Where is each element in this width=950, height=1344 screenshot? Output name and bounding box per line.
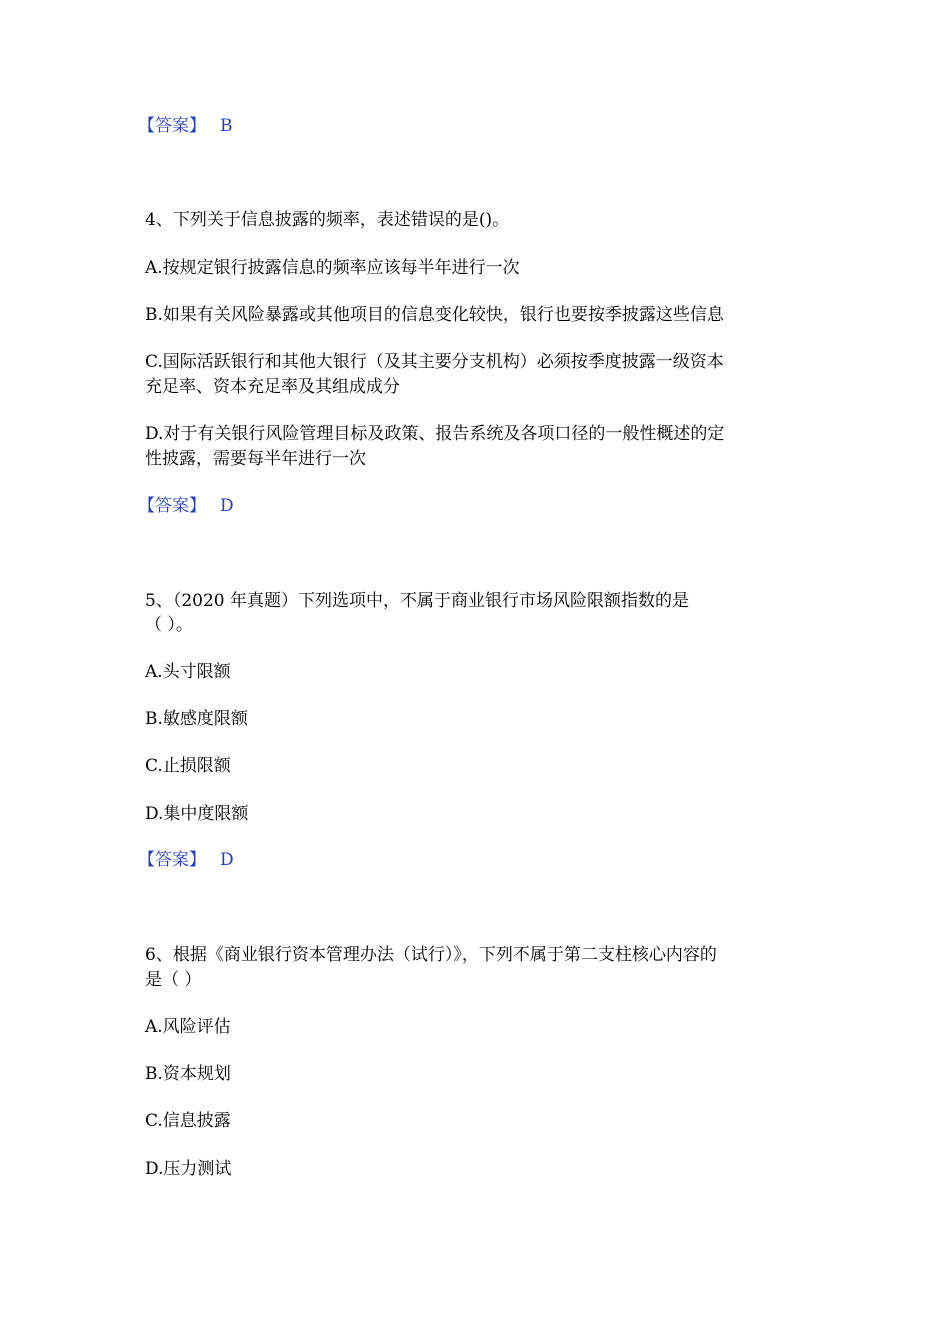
question-4-option-b: B.如果有关风险暴露或其他项目的信息变化较快，银行也要按季披露这些信息 xyxy=(145,305,724,325)
question-6-option-b: B.资本规划 xyxy=(145,1064,231,1084)
answer-value: D xyxy=(220,850,234,870)
question-6-option-c: C.信息披露 xyxy=(145,1111,231,1131)
answer-value: D xyxy=(220,496,234,516)
question-6-stem-line1: 6、根据《商业银行资本管理办法（试行）》，下列不属于第二支柱核心内容的 xyxy=(145,945,717,965)
question-4-stem: 4、下列关于信息披露的频率，表述错误的是()。 xyxy=(145,210,510,230)
question-4-option-d-line2: 性披露，需要每半年进行一次 xyxy=(145,449,366,469)
answer-value: B xyxy=(220,116,233,136)
answer-label: 【答案】 xyxy=(138,496,206,516)
question-5-option-c: C.止损限额 xyxy=(145,756,231,776)
question-5-stem-line1: 5、（2020 年真题）下列选项中，不属于商业银行市场风险限额指数的是 xyxy=(145,591,689,611)
question-4-option-c-line1: C.国际活跃银行和其他大银行（及其主要分支机构）必须按季度披露一级资本 xyxy=(145,352,724,372)
question-4-option-c-line2: 充足率、资本充足率及其组成成分 xyxy=(145,377,400,397)
question-6-option-a: A.风险评估 xyxy=(145,1017,231,1037)
question-5-option-a: A.头寸限额 xyxy=(145,662,231,682)
question-6-stem-line2: 是（ ） xyxy=(145,970,202,990)
question-6-option-d: D.压力测试 xyxy=(145,1159,232,1179)
question-5-option-b: B.敏感度限额 xyxy=(145,709,248,729)
answer-label: 【答案】 xyxy=(138,116,206,136)
question-4-option-a: A.按规定银行披露信息的频率应该每半年进行一次 xyxy=(145,258,520,278)
answer-label: 【答案】 xyxy=(138,850,206,870)
question-4-option-d-line1: D.对于有关银行风险管理目标及政策、报告系统及各项口径的一般性概述的定 xyxy=(145,424,725,444)
question-5-stem-line2: （ ）。 xyxy=(145,615,193,635)
answer-q3 xyxy=(138,114,233,139)
question-5-option-d: D.集中度限额 xyxy=(145,804,249,824)
answer-q4 xyxy=(138,494,234,519)
answer-q5 xyxy=(138,848,234,873)
